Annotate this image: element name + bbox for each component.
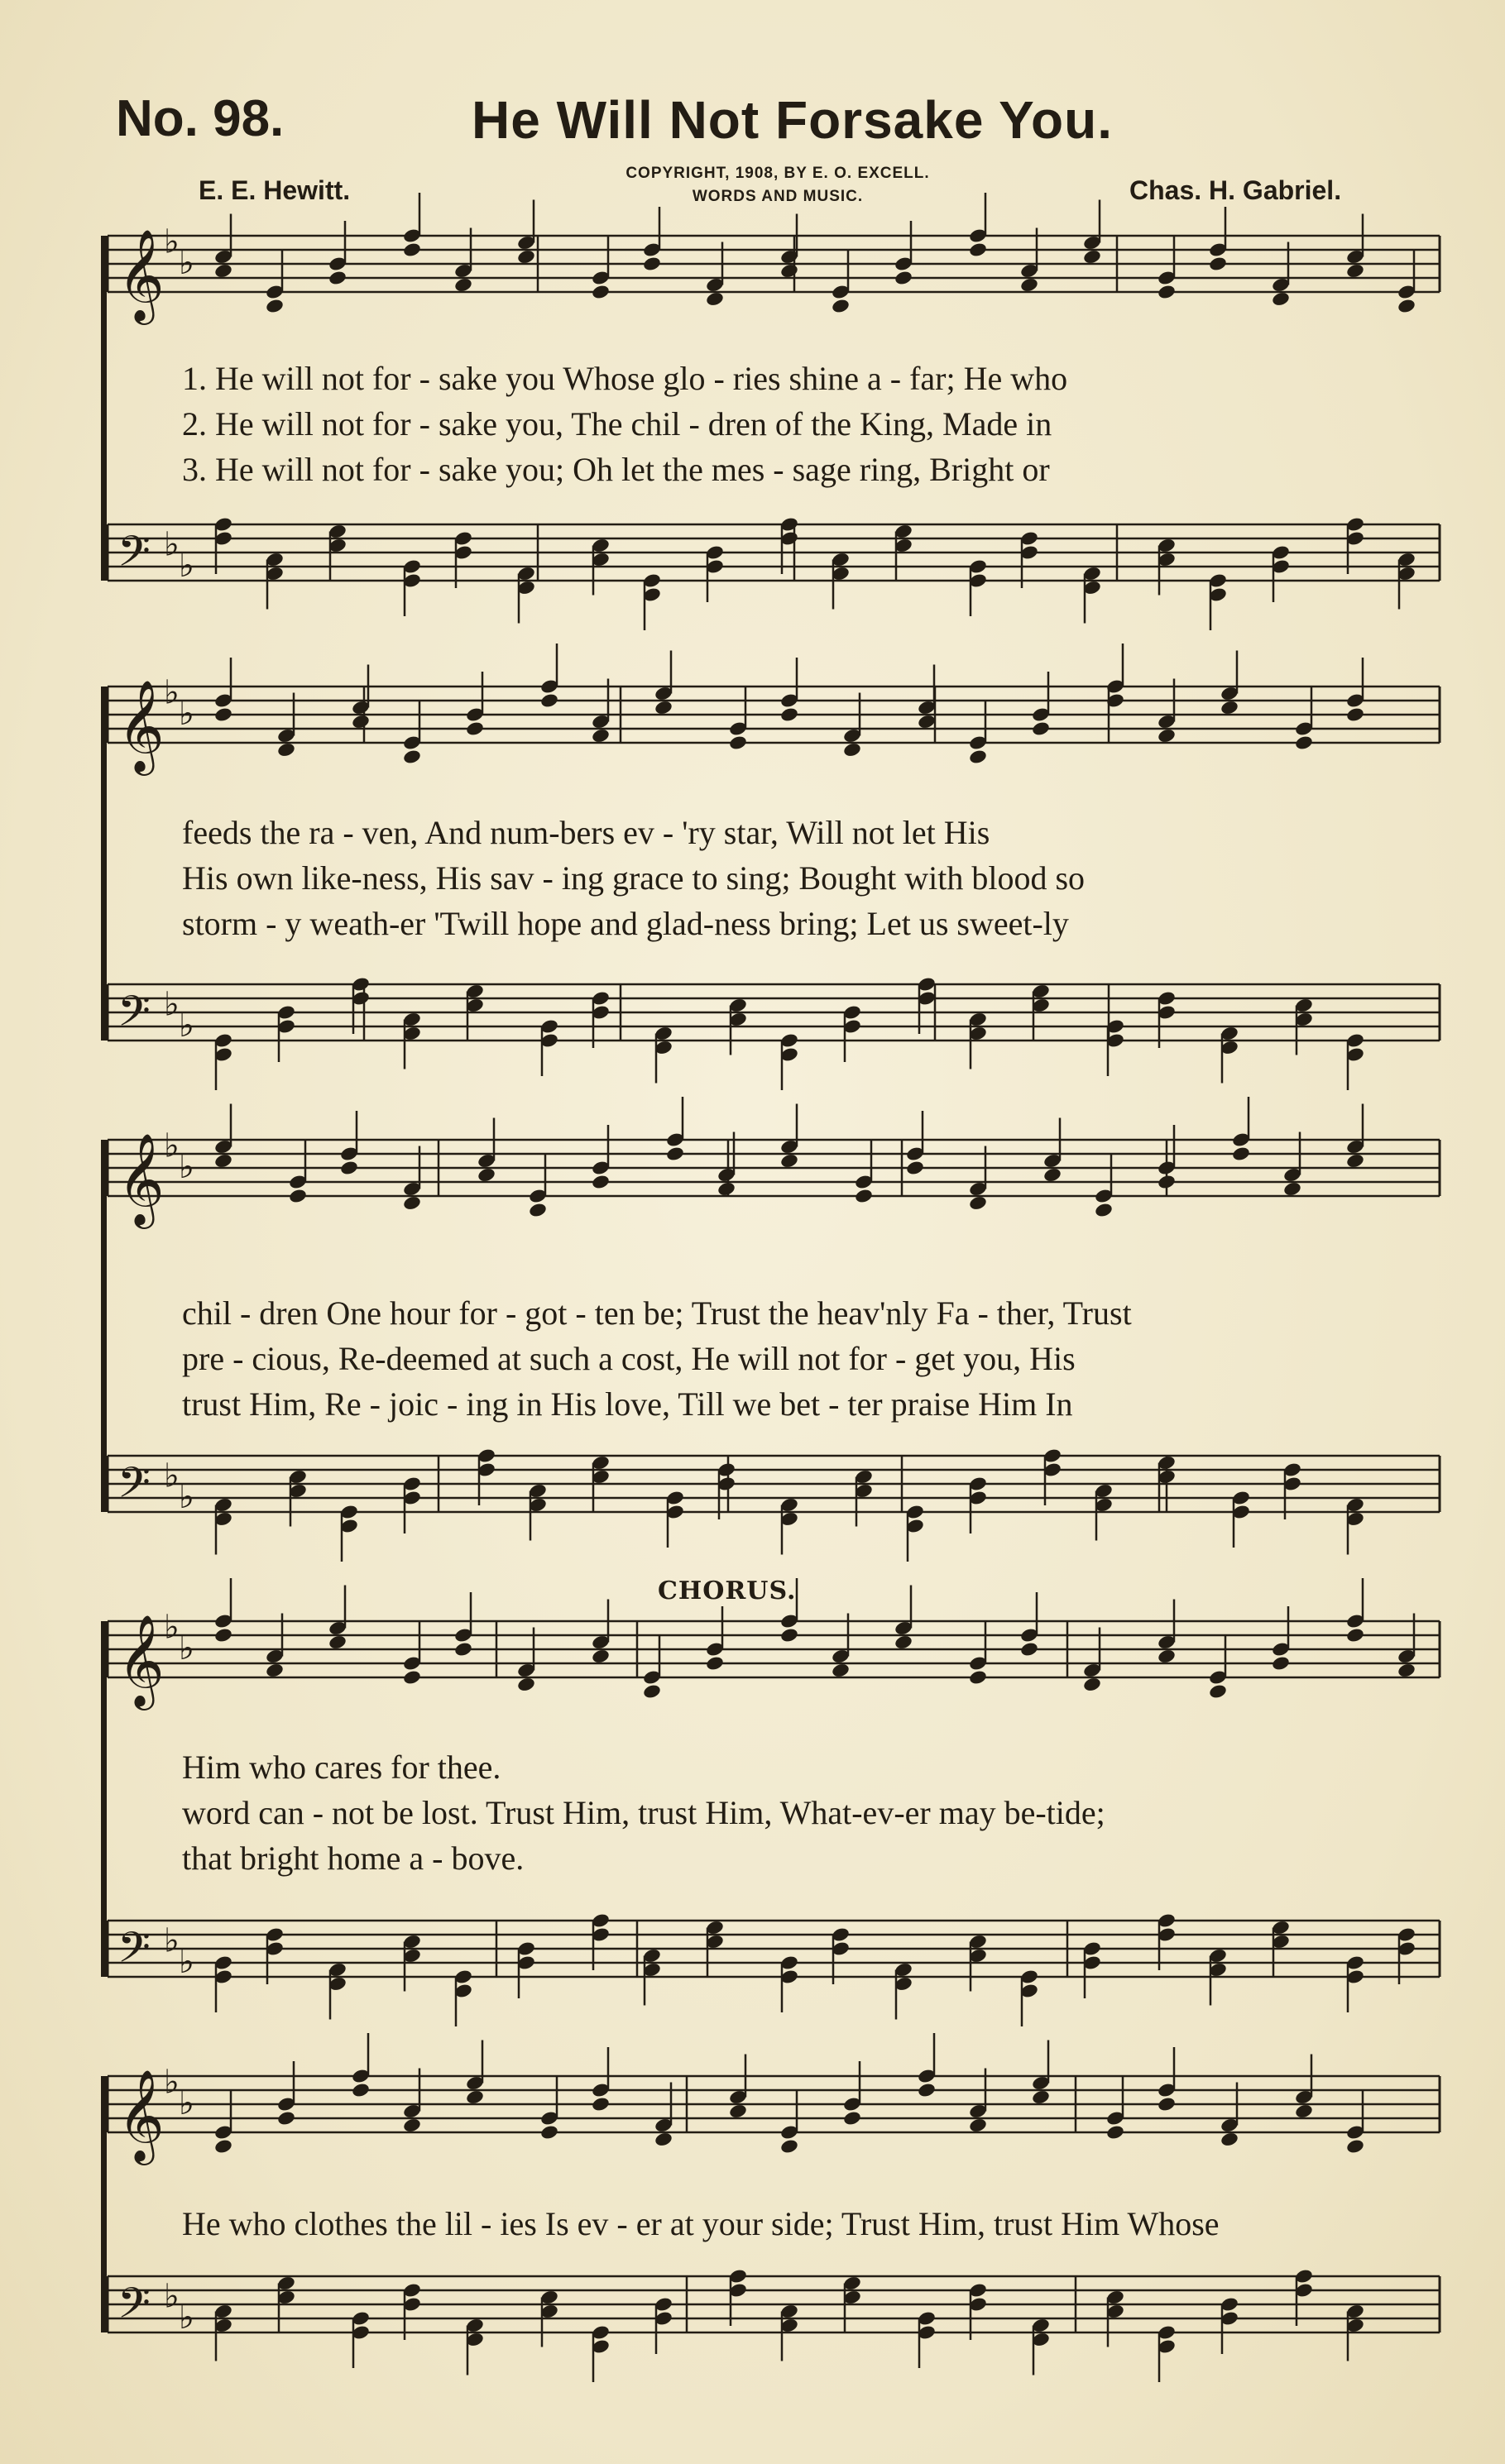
note-head <box>516 1677 536 1693</box>
note-head <box>1345 1153 1365 1170</box>
note-head <box>1271 1655 1291 1672</box>
note-head <box>1094 1202 1114 1218</box>
note-head <box>402 749 422 765</box>
note-head <box>539 692 559 709</box>
lyricist-credit: E. E. Hewitt. <box>199 175 351 205</box>
treble-clef-icon: 𝄞 <box>117 228 165 321</box>
bass-clef-icon: 𝄢 <box>117 2278 151 2338</box>
note-head <box>717 1181 736 1198</box>
bass-clef-icon: 𝄢 <box>117 1457 151 1518</box>
note-head <box>1208 1683 1228 1700</box>
flat-icon: ♭ <box>179 1629 194 1667</box>
note-head <box>402 2117 422 2134</box>
note-head <box>1397 1663 1416 1679</box>
note-head <box>453 277 473 294</box>
flat-icon: ♭ <box>164 2063 180 2102</box>
system-bracket <box>101 2076 107 2332</box>
treble-clef-icon: 𝄞 <box>117 1132 165 1225</box>
note-head <box>779 1627 799 1643</box>
note-head <box>1031 720 1051 737</box>
note-head <box>1157 1174 1177 1190</box>
note-head <box>905 1160 925 1176</box>
note-head <box>654 700 673 716</box>
note-head <box>213 1153 233 1170</box>
treble-clef-icon: 𝄞 <box>117 1614 165 1706</box>
flat-icon: ♭ <box>164 2277 180 2316</box>
note-head <box>265 1663 285 1679</box>
flat-icon: ♭ <box>164 1457 180 1495</box>
flat-icon: ♭ <box>179 695 194 733</box>
composer-credit: Chas. H. Gabriel. <box>1129 175 1342 205</box>
note-head <box>339 1160 359 1176</box>
note-head <box>477 1167 496 1184</box>
note-head <box>1345 2138 1365 2155</box>
note-head <box>276 742 296 758</box>
system-bracket <box>101 1140 107 1512</box>
note-head <box>968 749 988 765</box>
note-head <box>1345 1627 1365 1643</box>
note-head <box>328 270 347 286</box>
flat-icon: ♭ <box>164 222 180 261</box>
note-head <box>917 2082 937 2098</box>
note-head <box>591 2096 611 2112</box>
note-head <box>1231 1146 1251 1162</box>
treble-clef-icon: 𝄞 <box>117 679 165 772</box>
bass-clef-icon: 𝄢 <box>117 526 151 586</box>
note-head <box>453 1641 473 1658</box>
note-head <box>591 1174 611 1190</box>
note-head <box>968 242 988 258</box>
note-head <box>351 2082 371 2098</box>
note-head <box>642 1683 662 1700</box>
lyric-line: 2. He will not for - sake you, The chil - dren of the King, Made in <box>182 405 1052 443</box>
flat-icon: ♭ <box>164 985 180 1024</box>
note-head <box>831 298 851 314</box>
note-head <box>968 2117 988 2134</box>
note-head <box>1105 2124 1125 2141</box>
note-head <box>276 2110 296 2127</box>
note-head <box>779 263 799 280</box>
hymn-title: He Will Not Forsake You. <box>472 90 1113 150</box>
system-bracket <box>101 236 107 581</box>
note-head <box>402 1669 422 1686</box>
note-head <box>402 1195 422 1212</box>
lyric-line: feeds the ra - ven, And num-bers ev - 'ry star, Will not let His <box>182 814 990 851</box>
note-head <box>539 2124 559 2141</box>
note-head <box>591 284 611 300</box>
note-head <box>842 742 862 758</box>
bass-clef-icon: 𝄢 <box>117 986 151 1046</box>
flat-icon: ♭ <box>164 1608 180 1647</box>
lyric-line: 1. He will not for - sake you Whose glo - ries shine a - far; He who <box>182 360 1068 397</box>
note-head <box>213 263 233 280</box>
flat-icon: ♭ <box>179 244 194 282</box>
system-bracket <box>101 1621 107 1977</box>
note-head <box>1345 263 1365 280</box>
note-head <box>654 2131 673 2148</box>
note-head <box>705 291 725 308</box>
note-head <box>1019 277 1039 294</box>
note-head <box>1082 249 1102 266</box>
note-head <box>288 1188 308 1204</box>
flat-icon: ♭ <box>179 1943 194 1981</box>
note-head <box>894 270 913 286</box>
flat-icon: ♭ <box>164 1127 180 1165</box>
note-head <box>1157 1648 1177 1665</box>
note-head <box>1157 728 1177 744</box>
note-head <box>779 1153 799 1170</box>
note-head <box>1208 256 1228 272</box>
note-head <box>213 706 233 723</box>
lyric-line: storm - y weath-er 'Twill hope and glad-ness bring; Let us sweet-ly <box>182 905 1069 942</box>
lyric-line: He who clothes the lil - ies Is ev - er at your side; Trust Him, trust Him Whose <box>182 2205 1220 2242</box>
flat-icon: ♭ <box>164 673 180 712</box>
treble-clef-icon: 𝄞 <box>117 2069 165 2161</box>
note-head <box>779 706 799 723</box>
note-head <box>705 1655 725 1672</box>
note-head <box>402 242 422 258</box>
note-head <box>465 2089 485 2106</box>
chorus-label: CHORUS. <box>658 1576 797 1605</box>
lyric-line: that bright home a - bove. <box>182 1840 525 1877</box>
note-head <box>917 714 937 730</box>
note-head <box>528 1202 548 1218</box>
lyric-line: Him who cares for thee. <box>182 1749 501 1786</box>
lyric-line: word can - not be lost. Trust Him, trust Him, What-ev-er may be-tide; <box>182 1794 1105 1831</box>
bass-clef-icon: 𝄢 <box>117 1922 151 1983</box>
flat-icon: ♭ <box>179 1007 194 1045</box>
note-head <box>1271 291 1291 308</box>
note-head <box>1397 298 1416 314</box>
lyric-line: trust Him, Re - joic - ing in His love, Till we bet - ter praise Him In <box>182 1385 1073 1423</box>
lyric-line: pre - cious, Re-deemed at such a cost, He will not for - get you, His <box>182 1340 1076 1377</box>
note-head <box>968 1669 988 1686</box>
note-head <box>351 714 371 730</box>
note-head <box>1082 1677 1102 1693</box>
note-head <box>1220 700 1239 716</box>
copyright-line: WORDS AND MUSIC. <box>692 188 864 205</box>
note-head <box>465 720 485 737</box>
note-head <box>1294 734 1314 751</box>
note-head <box>842 2110 862 2127</box>
note-head <box>968 1195 988 1212</box>
flat-icon: ♭ <box>164 525 180 564</box>
note-head <box>1042 1167 1062 1184</box>
lyric-line: His own like-ness, His sav - ing grace to sing; Bought with blood so <box>182 859 1086 897</box>
flat-icon: ♭ <box>164 1921 180 1960</box>
system-bracket <box>101 687 107 1041</box>
note-head <box>213 2138 233 2155</box>
note-head <box>665 1146 685 1162</box>
note-head <box>728 734 748 751</box>
note-head <box>1157 2096 1177 2112</box>
note-head <box>1031 2089 1051 2106</box>
note-head <box>728 2103 748 2120</box>
note-head <box>591 728 611 744</box>
note-head <box>591 1648 611 1665</box>
copyright-line: COPYRIGHT, 1908, BY E. O. EXCELL. <box>625 165 930 182</box>
note-head <box>779 2138 799 2155</box>
flat-icon: ♭ <box>179 2299 194 2337</box>
note-head <box>1220 2131 1239 2148</box>
note-head <box>854 1188 874 1204</box>
note-head <box>1294 2103 1314 2120</box>
note-head <box>265 298 285 314</box>
flat-icon: ♭ <box>179 1148 194 1186</box>
note-head <box>213 1627 233 1643</box>
note-head <box>1019 1641 1039 1658</box>
flat-icon: ♭ <box>179 2084 194 2122</box>
lyric-line: chil - dren One hour for - got - ten be; Trust the heav'nly Fa - ther, Trust <box>182 1294 1132 1332</box>
note-head <box>516 249 536 266</box>
flat-icon: ♭ <box>179 1478 194 1516</box>
flat-icon: ♭ <box>179 547 194 585</box>
note-head <box>328 1634 347 1651</box>
note-head <box>1282 1181 1302 1198</box>
note-head <box>831 1663 851 1679</box>
note-head <box>894 1634 913 1651</box>
lyric-line: 3. He will not for - sake you; Oh let the mes - sage ring, Bright or <box>182 451 1050 488</box>
note-head <box>1157 284 1177 300</box>
hymn-number: No. 98. <box>116 90 285 147</box>
note-head <box>642 256 662 272</box>
note-head <box>1345 706 1365 723</box>
